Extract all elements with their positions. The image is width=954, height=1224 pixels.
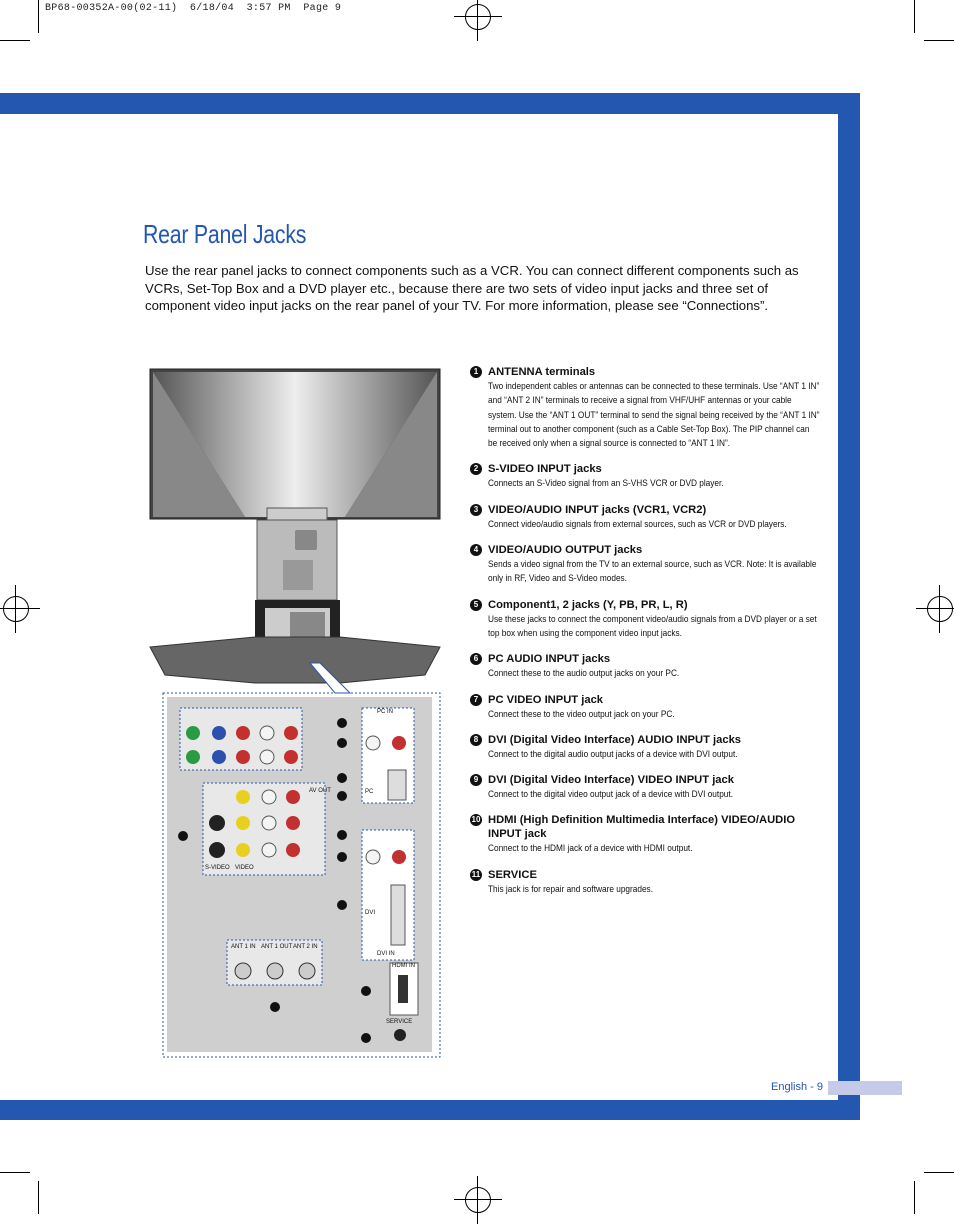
label-video: VIDEO [235, 865, 254, 871]
label-service: SERVICE [386, 1019, 413, 1025]
item-title: VIDEO/AUDIO INPUT jacks (VCR1, VCR2) [488, 503, 707, 516]
list-item [470, 733, 820, 761]
item-title: Component1, 2 jacks (Y, PB, PR, L, R) [488, 598, 688, 611]
page-number: English - 9 [771, 1081, 823, 1093]
item-title: VIDEO/AUDIO OUTPUT jacks [488, 544, 643, 557]
label-ant-1-in: ANT 1 IN [231, 944, 256, 950]
jack-list [470, 365, 820, 908]
item-number: 1 [470, 366, 482, 378]
page-tab [828, 1081, 902, 1095]
item-number: 5 [470, 599, 482, 611]
list-item [470, 365, 820, 450]
intro-paragraph: Use the rear panel jacks to connect components such as a VCR. You can connect different components such as VCRs, Set-Top Box and a DVD player etc., because there are two sets of video input jacks and three set of component video input jacks on the rear panel of your TV. For more information, please see “Connections”. [145, 263, 799, 313]
crop-mark [924, 1172, 954, 1173]
crop-mark [914, 1181, 915, 1214]
item-number: 9 [470, 774, 482, 786]
item-desc: Use these jacks to connect the component video/audio signals from a DVD player or a set top box when using the component video input jacks. [488, 613, 817, 638]
crop-mark [0, 40, 30, 41]
list-item [470, 813, 820, 855]
item-desc: Sends a video signal from the TV to an external source, such as VCR. Note: It is available only in RF, Video and S-Video modes. [488, 559, 817, 584]
item-desc: Connect these to the audio output jacks on your PC. [488, 668, 680, 679]
diagram-labels [145, 365, 445, 1060]
item-number: 11 [471, 869, 481, 879]
print-slug: BP68-00352A-00(02-11) 6/18/04 3:57 PM Page 9 [45, 3, 342, 14]
item-title: ANTENNA terminals [488, 366, 596, 378]
item-title: DVI (Digital Video Interface) AUDIO INPUT jacks [488, 733, 742, 746]
list-item [470, 868, 820, 896]
item-desc: Connect to the digital video output jack of a device with DVI output. [488, 789, 733, 800]
item-title: SERVICE [488, 868, 537, 881]
registration-mark [3, 596, 29, 622]
item-desc: Connect these to the video output jack on your PC. [488, 708, 675, 719]
list-item [470, 652, 820, 680]
item-number: 8 [470, 734, 482, 746]
crop-mark [0, 1172, 30, 1173]
footer-band [0, 1100, 860, 1120]
item-desc: Connect to the HDMI jack of a device with HDMI output. [488, 843, 693, 854]
item-number: 10 [471, 815, 481, 825]
item-title: PC VIDEO INPUT jack [488, 693, 604, 706]
item-title: S-VIDEO INPUT jacks [488, 463, 602, 476]
item-number: 2 [470, 463, 482, 475]
item-title: HDMI (High Definition Multimedia Interface) VIDEO/AUDIO INPUT jack [488, 814, 796, 841]
list-item [470, 598, 820, 641]
item-desc: This jack is for repair and software upgrades. [488, 883, 653, 894]
registration-mark [465, 1187, 491, 1213]
label-pc: PC [365, 789, 374, 795]
crop-mark [38, 1181, 39, 1214]
label-ant-2-in: ANT 2 IN [293, 944, 318, 950]
item-desc: Two independent cables or antennas can be connected to these terminals. Use “ANT 1 IN” and “ANT 2 IN” terminals to receive a signal from VHF/UHF antennas or your cable system. Use the “ANT 1 OUT” terminal to send the signal being received by the “ANT 1 IN” terminal out to another component (such as a Cable Set-Top Box). The PIP channel can be received only when a signal source is connected to “ANT 1 IN”. [488, 381, 820, 449]
registration-mark [927, 596, 953, 622]
item-desc: Connect video/audio signals from external sources, such as VCR or DVD players. [488, 518, 787, 529]
page-title: Rear Panel Jacks [143, 219, 307, 249]
item-title: PC AUDIO INPUT jacks [488, 653, 611, 666]
list-item [470, 693, 820, 721]
label-hdmi-in: HDMI IN [392, 963, 415, 969]
label-av-out: AV OUT [309, 788, 331, 794]
header-band [0, 93, 860, 114]
item-desc: Connects an S-Video signal from an S-VHS VCR or DVD player. [488, 478, 724, 489]
item-number: 4 [470, 544, 482, 556]
list-item [470, 773, 820, 801]
label-dvi: DVI [365, 910, 376, 916]
label-pc-in: PC IN [377, 709, 394, 715]
registration-mark [465, 4, 491, 30]
item-number: 7 [470, 694, 482, 706]
list-item [470, 462, 820, 490]
item-number: 3 [470, 504, 482, 516]
crop-mark [38, 0, 39, 33]
list-item [470, 503, 820, 531]
item-number: 6 [470, 653, 482, 665]
item-desc: Connect to the digital audio output jacks of a device with DVI output. [488, 748, 738, 759]
side-band [838, 93, 860, 1120]
label-svideo: S-VIDEO [205, 865, 230, 871]
crop-mark [924, 40, 954, 41]
label-ant-1-out: ANT 1 OUT [261, 944, 293, 950]
label-dvi-in: DVI IN [377, 951, 395, 957]
list-item [470, 543, 820, 586]
item-title: DVI (Digital Video Interface) VIDEO INPUT jack [488, 774, 734, 787]
crop-mark [914, 0, 915, 33]
